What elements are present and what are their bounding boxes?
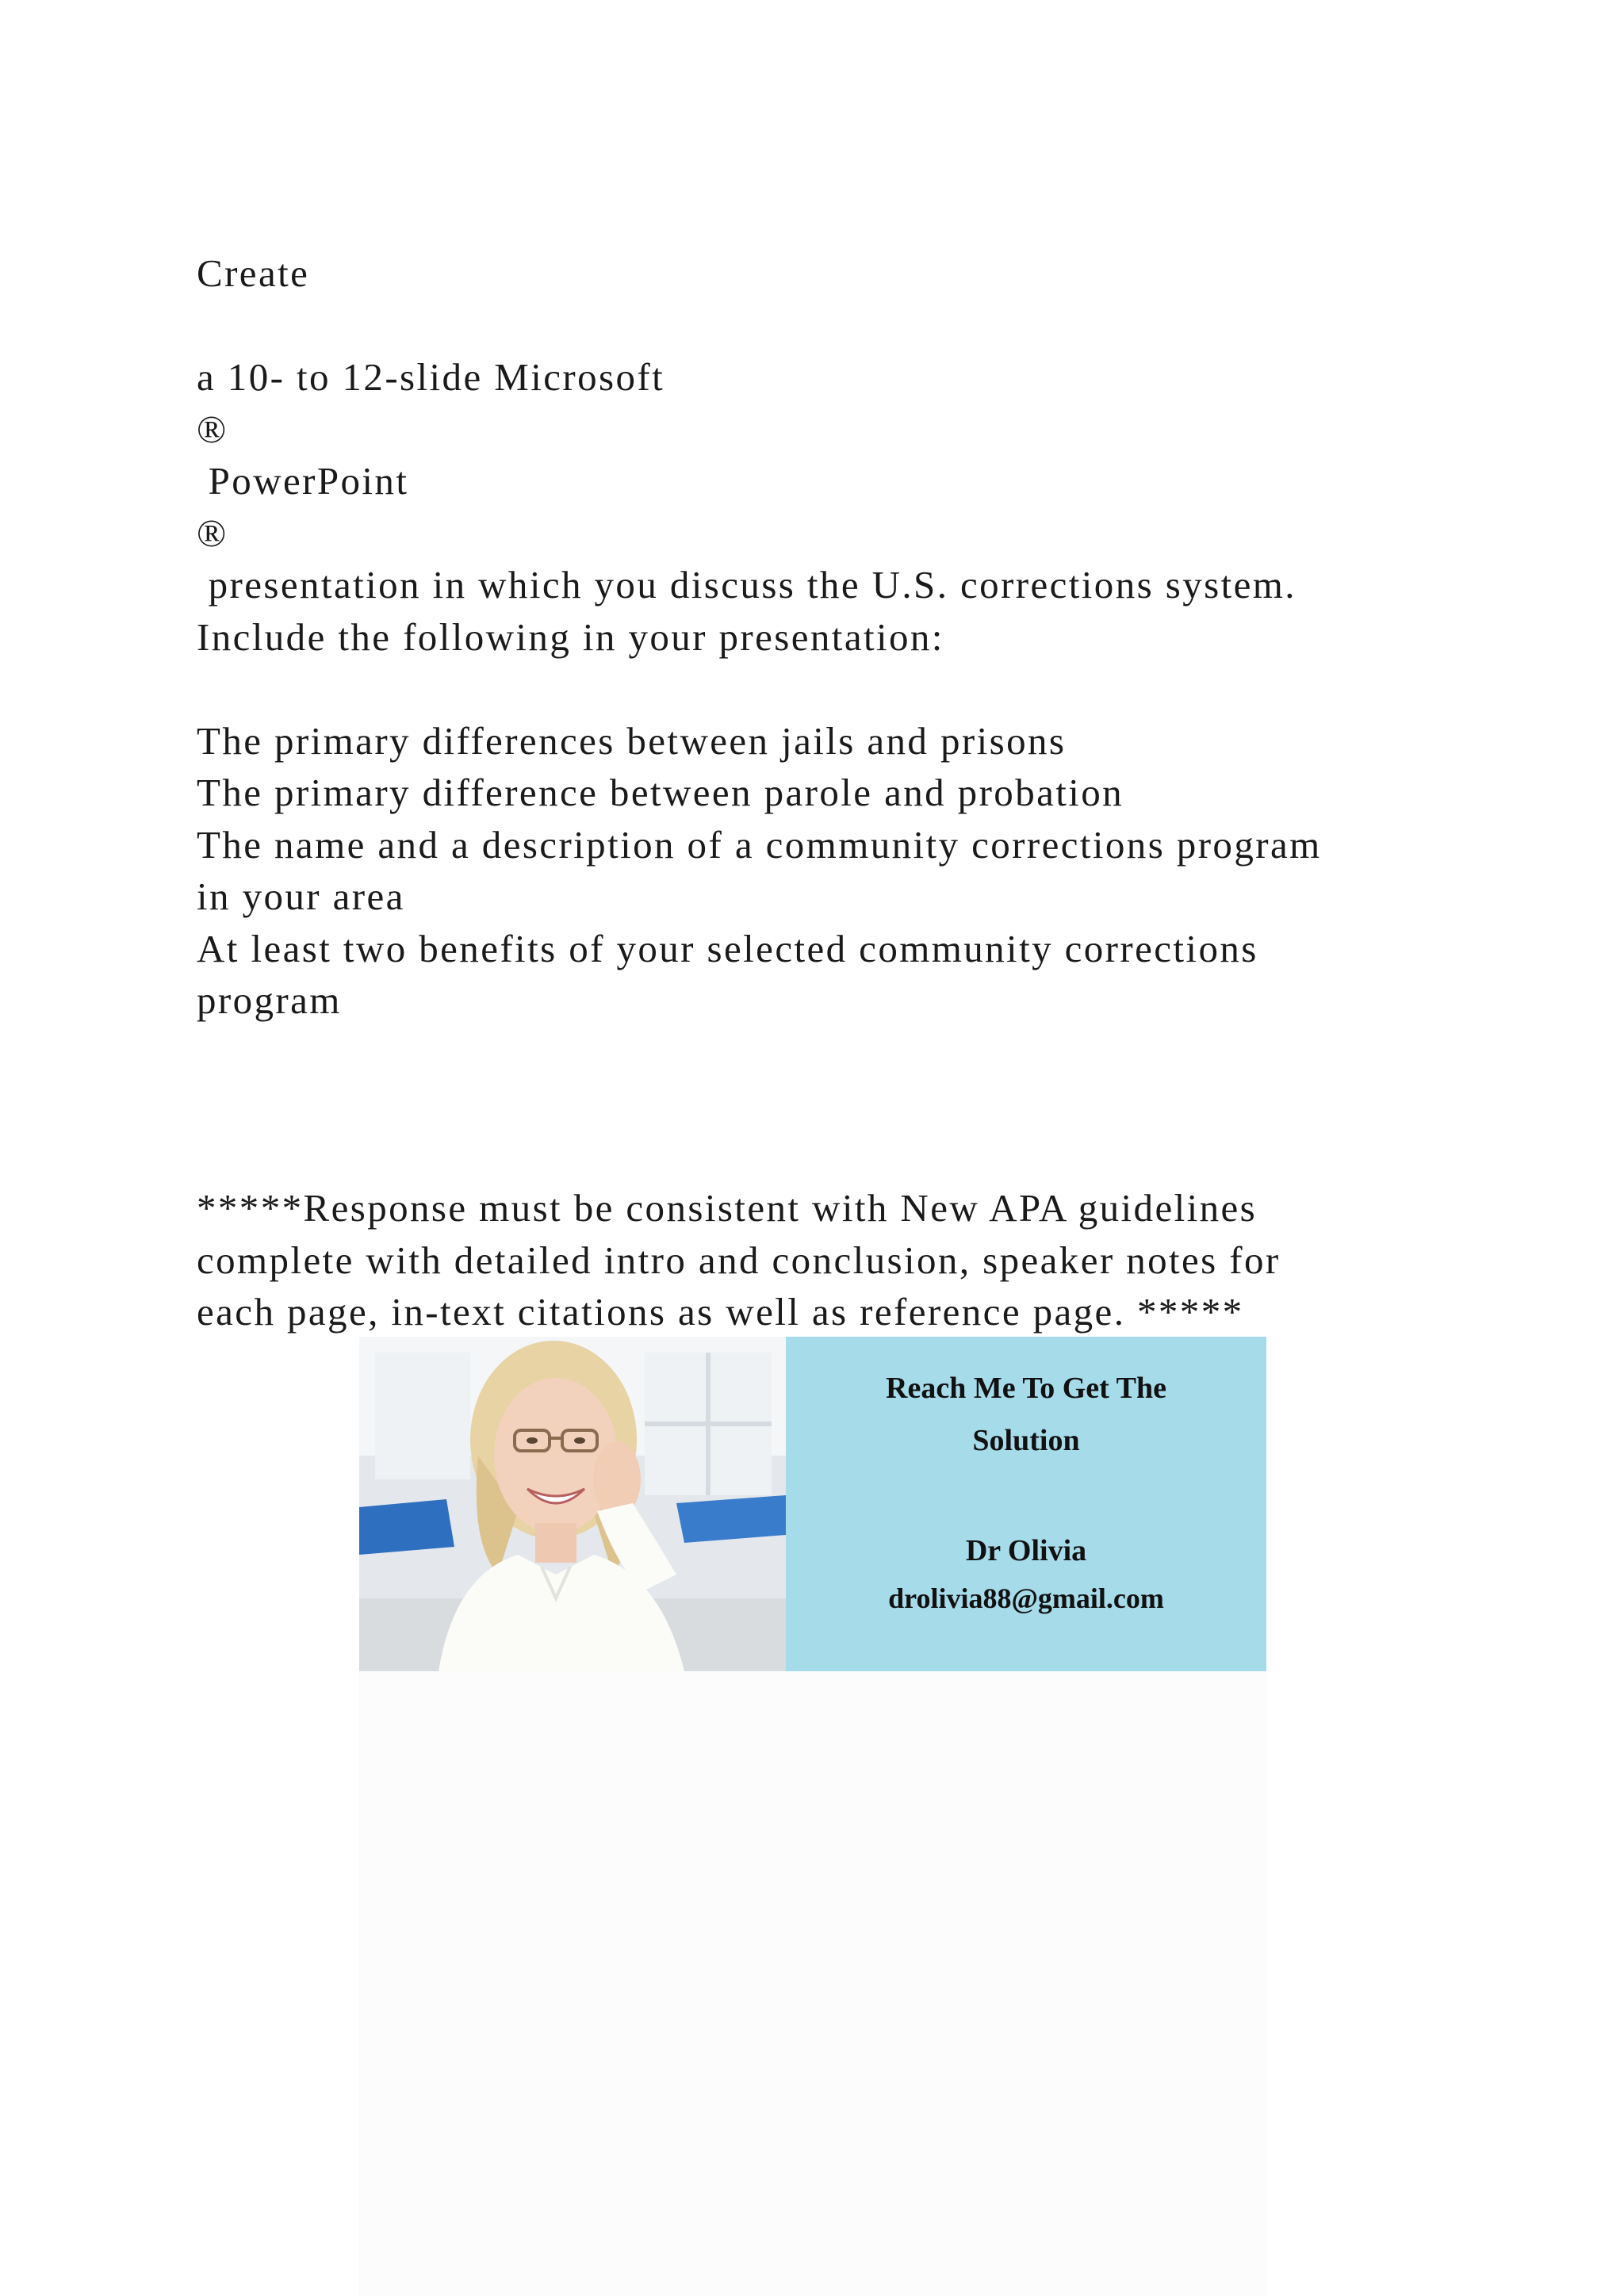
contact-email: drolivia88@gmail.com	[888, 1582, 1164, 1614]
note-line: each page, in-text citations as well as reference page. *****	[197, 1290, 1244, 1334]
text-line: ®	[197, 511, 228, 555]
list-item: program	[197, 978, 342, 1022]
list-item: The name and a description of a community corrections program	[197, 822, 1322, 867]
spacer	[197, 1027, 1497, 1183]
blank-area	[359, 1671, 1266, 2296]
person-photo	[359, 1337, 786, 1671]
assignment-text	[197, 247, 1497, 1338]
text-line: a 10- to 12-slide Microsoft	[197, 355, 665, 399]
text-line: presentation in which you discuss the U.S. corrections system.	[197, 563, 1297, 607]
list-item: The primary differences between jails and prisons	[197, 718, 1067, 763]
list-item: The primary difference between parole and probation	[197, 771, 1124, 814]
text-line: Include the following in your presentation:	[197, 614, 944, 659]
photo-illustration	[359, 1337, 786, 1671]
headline-line: Solution	[972, 1424, 1080, 1457]
contact-card	[786, 1337, 1266, 1671]
text-line: ®	[197, 407, 228, 451]
note-line: *****Response must be consistent with New APA guidelines	[197, 1186, 1258, 1230]
note-line: complete with detailed intro and conclusion, speaker notes for	[197, 1238, 1281, 1282]
spacer	[197, 663, 1497, 715]
card-headline	[786, 1362, 1266, 1467]
contact-banner	[359, 1337, 1266, 1671]
list-item: in your area	[197, 874, 405, 918]
spacer	[197, 300, 1497, 352]
text-line: Create	[197, 251, 310, 295]
contact-name: Dr Olivia	[965, 1534, 1087, 1567]
text-line: PowerPoint	[197, 459, 409, 503]
list-item: At least two benefits of your selected community corrections	[197, 926, 1258, 970]
headline-line: Reach Me To Get The	[886, 1372, 1166, 1405]
